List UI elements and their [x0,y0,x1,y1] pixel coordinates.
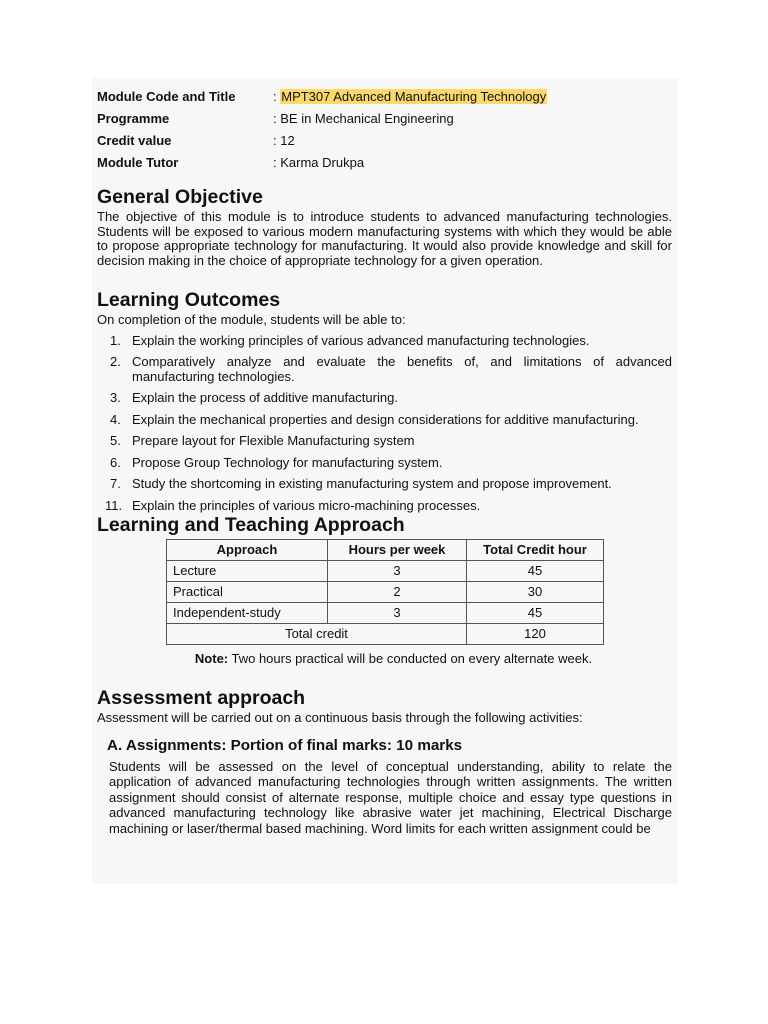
teaching-approach-table [166,539,604,645]
colon: : [273,111,281,126]
list-item: 7. Study the shortcoming in existing manufacturing system and propose improvement. [110,476,612,491]
credit-label: Credit value [97,133,172,148]
programme-label: Programme [97,111,170,126]
list-item: 11. Explain the principles of various micro-machining processes. [105,497,481,513]
list-item: 6. Propose Group Technology for manufacturing system. [110,454,443,470]
module-row [97,153,672,175]
table-row: Lecture 3 45 [167,561,604,582]
tutor-label: Module Tutor [97,155,179,170]
total-credit-label: Total credit [167,624,467,645]
module-info [97,87,672,175]
colon: : [273,89,281,104]
assignments-text: Students will be assessed on the level of conceptual understanding, ability to relate the application of advanced manufacturing technologies through written assignments. The written assignment should consist of alternate response, multiple choice and essay type questions in advanced manufacturing technology like abrasive water jet machining, Electrical Discharge machining or laser/thermal based machining. Word limits for each written assignment could be [109,758,672,836]
table-header-row [167,540,604,561]
module-title-highlight: MPT307 Advanced Manufacturing Technology [281,89,547,104]
table-row: Independent-study 3 45 [167,603,604,624]
module-row [97,131,672,153]
list-item: 2. Comparatively analyze and evaluate the benefits of, and limitations of advanced manufacturing technologies. [110,354,672,384]
total-credit-value: 120 [467,624,604,645]
assessment-intro: Assessment will be carried out on a continuous basis through the following activities: [97,710,583,725]
assessment-heading: Assessment approach [97,687,306,709]
list-item: 3. Explain the process of additive manufacturing. [110,390,398,405]
list-item: 5. Prepare layout for Flexible Manufacturing system [110,433,415,448]
general-objective-text: The objective of this module is to introduce students to advanced manufacturing technologies. Students will be exposed to various modern manufacturing systems with which they would be able to propose appropriate technology for manufacturing. It would also provide knowledge and skill for decision making in the choice of appropriate technology for a given operation. [97,209,672,268]
credit-value: 12 [280,133,295,148]
general-objective-heading: General Objective [97,186,263,208]
list-item: 4. Explain the mechanical properties and design considerations for additive manufacturing. [110,411,639,427]
list-item: 1. Explain the working principles of various advanced manufacturing technologies. [110,332,590,348]
table-total-row [167,624,604,645]
learning-outcomes-heading: Learning Outcomes [97,289,281,311]
column-header: Total Credit hour [467,540,604,561]
note-text: Two hours practical will be conducted on every alternate week. [228,651,593,666]
table-note [97,651,672,666]
document-content [97,87,672,836]
teaching-approach-heading: Learning and Teaching Approach [97,514,405,536]
colon: : [273,133,281,148]
learning-outcomes-intro: On completion of the module, students will be able to: [97,312,406,327]
module-label: Module Code and Title [97,89,236,104]
module-row [97,87,672,109]
column-header: Approach [167,540,328,561]
colon: : [273,155,281,170]
assignments-heading: A. Assignments: Portion of final marks: 10 marks [107,736,463,754]
module-row [97,109,672,131]
programme-value: BE in Mechanical Engineering [280,111,454,126]
learning-outcomes-list [97,334,672,514]
tutor-value: Karma Drukpa [280,155,365,170]
column-header: Hours per week [328,540,467,561]
table-row: Practical 2 30 [167,582,604,603]
note-label: Note: [194,651,229,666]
